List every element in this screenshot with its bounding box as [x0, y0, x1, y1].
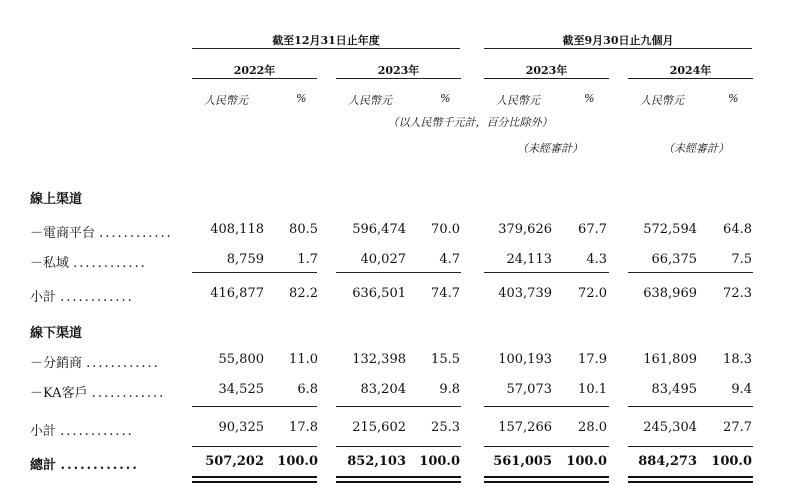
cell-amount: 161,809 [643, 352, 697, 367]
year-underline [192, 78, 317, 79]
row-label-text: －KA客戶 [30, 386, 88, 401]
cell-amount: 638,969 [643, 286, 697, 301]
cell-percent: 6.8 [297, 382, 318, 397]
cell-percent: 82.2 [289, 286, 318, 301]
cell-amount: 132,398 [352, 352, 406, 367]
row-label [30, 352, 160, 371]
leader-dots: ............ [60, 458, 139, 473]
cell-percent: 100.0 [419, 454, 460, 469]
cell-percent: 15.5 [431, 352, 460, 367]
cell-amount: 40,027 [360, 252, 406, 267]
cell-amount: 379,626 [498, 222, 552, 237]
subtotal-rule [628, 272, 753, 273]
row-label [30, 382, 165, 401]
cell-percent: 9.4 [731, 382, 752, 397]
total-double-rule [192, 481, 317, 483]
header-group-fiscal-year: 截至12月31日止年度 [272, 34, 380, 47]
cell-amount: 83,495 [651, 382, 697, 397]
cell-percent: 4.3 [586, 252, 607, 267]
cell-amount: 636,501 [352, 286, 406, 301]
subtotal-rule [484, 406, 609, 407]
cell-amount: 408,118 [210, 222, 264, 237]
cell-amount: 572,594 [643, 222, 697, 237]
cell-percent: 17.9 [578, 352, 607, 367]
total-double-rule [628, 481, 753, 483]
row-label-text: 小計 [30, 290, 57, 305]
cell-percent: 28.0 [578, 420, 607, 435]
total-double-rule [484, 481, 609, 483]
row-label-text: 小計 [30, 424, 57, 439]
year-header: 2023年 [525, 64, 568, 77]
cell-amount: 416,877 [210, 286, 264, 301]
leader-dots: ............ [91, 386, 166, 401]
section-title-offline: 線下渠道 [30, 326, 83, 341]
row-label-text: －分銷商 [30, 356, 83, 371]
cell-percent: 72.3 [723, 286, 752, 301]
row-label-text: －電商平台 [30, 226, 96, 241]
unit-rmb: 人民幣元 [204, 94, 248, 107]
cell-amount: 507,202 [205, 454, 264, 469]
cell-percent: 9.8 [439, 382, 460, 397]
leader-dots: ............ [99, 226, 173, 241]
cell-percent: 100.0 [566, 454, 607, 469]
cell-amount: 215,602 [352, 420, 406, 435]
total-double-rule [336, 481, 461, 483]
subtotal-rule [336, 272, 461, 273]
cell-percent: 17.8 [289, 420, 318, 435]
cell-percent: 70.0 [431, 222, 460, 237]
unit-pct: % [584, 92, 595, 105]
cell-amount: 245,304 [643, 420, 697, 435]
cell-amount: 157,266 [498, 420, 552, 435]
row-label [30, 252, 147, 271]
cell-amount: 403,739 [498, 286, 552, 301]
cell-percent: 80.5 [289, 222, 318, 237]
cell-amount: 24,113 [506, 252, 552, 267]
cell-percent: 10.1 [578, 382, 607, 397]
cell-amount: 884,273 [638, 454, 697, 469]
cell-percent: 11.0 [289, 352, 318, 367]
cell-percent: 1.7 [297, 252, 318, 267]
cell-percent: 7.5 [731, 252, 752, 267]
unaudited-note: （未經審計） [517, 142, 583, 155]
year-underline [336, 78, 461, 79]
cell-amount: 100,193 [498, 352, 552, 367]
total-top-rule [336, 446, 461, 447]
total-double-rule [192, 476, 317, 478]
cell-amount: 852,103 [347, 454, 406, 469]
cell-percent: 4.7 [439, 252, 460, 267]
row-label-text: 總計 [30, 458, 57, 473]
total-top-rule [628, 446, 753, 447]
total-top-rule [192, 446, 317, 447]
header-group-underline [484, 48, 752, 49]
cell-amount: 55,800 [218, 352, 264, 367]
cell-amount: 90,325 [218, 420, 264, 435]
cell-percent: 67.7 [578, 222, 607, 237]
unit-pct: % [440, 92, 451, 105]
cell-amount: 66,375 [651, 252, 697, 267]
subtotal-rule [192, 406, 317, 407]
leader-dots: ............ [86, 356, 160, 371]
year-underline [628, 78, 753, 79]
unit-rmb: 人民幣元 [496, 94, 540, 107]
subtotal-rule [628, 406, 753, 407]
cell-percent: 72.0 [578, 286, 607, 301]
unit-rmb: 人民幣元 [640, 94, 684, 107]
year-header: 2024年 [669, 64, 712, 77]
total-double-rule [484, 476, 609, 478]
row-label-text: －私域 [30, 256, 70, 271]
leader-dots: ............ [73, 256, 147, 271]
cell-amount: 83,204 [360, 382, 406, 397]
row-label [30, 454, 139, 473]
cell-percent: 64.8 [723, 222, 752, 237]
subtotal-rule [192, 272, 317, 273]
year-header: 2023年 [377, 64, 420, 77]
cell-percent: 100.0 [277, 454, 318, 469]
header-group-underline [192, 48, 460, 49]
row-label [30, 222, 173, 241]
section-title-online: 線上渠道 [30, 192, 83, 207]
cell-amount: 34,525 [218, 382, 264, 397]
total-double-rule [336, 476, 461, 478]
unit-pct: % [296, 92, 307, 105]
row-label [30, 286, 134, 305]
leader-dots: ............ [60, 424, 134, 439]
cell-percent: 18.3 [723, 352, 752, 367]
cell-percent: 27.7 [723, 420, 752, 435]
cell-amount: 561,005 [493, 454, 552, 469]
cell-amount: 57,073 [506, 382, 552, 397]
cell-amount: 8,759 [226, 252, 264, 267]
unit-pct: % [728, 92, 739, 105]
cell-amount: 596,474 [352, 222, 406, 237]
cell-percent: 74.7 [431, 286, 460, 301]
total-double-rule [628, 476, 753, 478]
year-underline [484, 78, 609, 79]
header-group-nine-months: 截至9月30日止九個月 [562, 34, 674, 47]
cell-percent: 25.3 [431, 420, 460, 435]
cell-percent: 100.0 [711, 454, 752, 469]
row-label [30, 420, 134, 439]
subtotal-rule [336, 406, 461, 407]
subtotal-rule [484, 272, 609, 273]
year-header: 2022年 [233, 64, 276, 77]
unaudited-note: （未經審計） [663, 142, 729, 155]
total-top-rule [484, 446, 609, 447]
unit-rmb: 人民幣元 [348, 94, 392, 107]
unit-note: （以人民幣千元計，百分比除外） [387, 116, 553, 129]
leader-dots: ............ [60, 290, 134, 305]
